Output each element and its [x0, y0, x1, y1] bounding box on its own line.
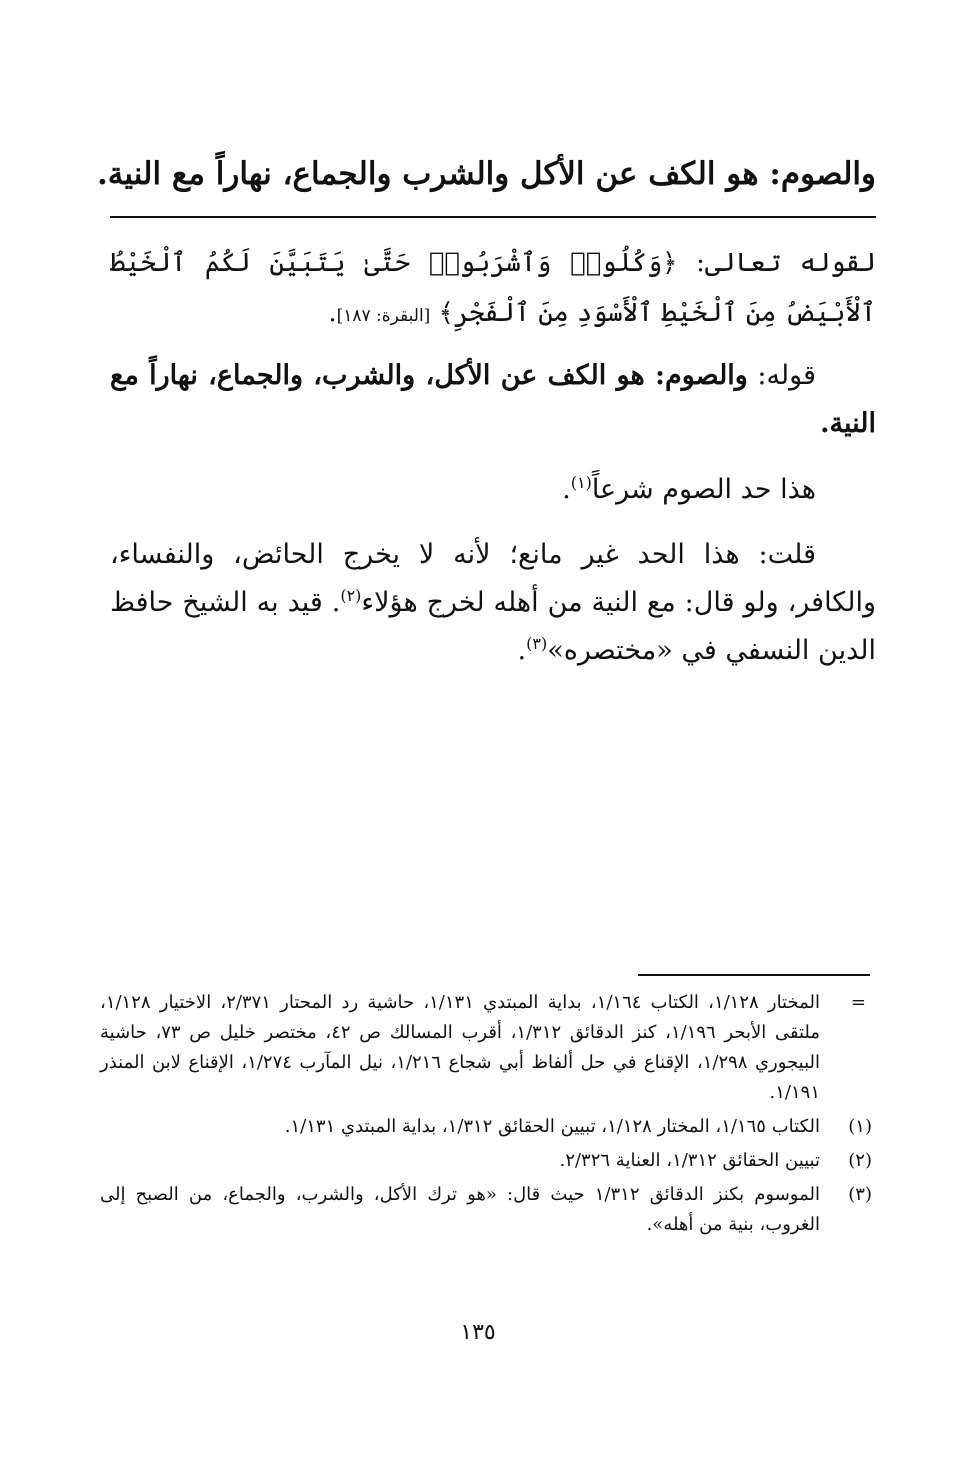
footnote-ref-1[interactable]: (١) [570, 473, 592, 492]
matn-header: والصوم: هو الكف عن الأكل والشرب والجماع، نهاراً مع النية. [96, 156, 876, 192]
page-number: ١٣٥ [460, 1320, 496, 1345]
footnote-2 [100, 1146, 876, 1176]
quote-lead: قوله: [757, 360, 816, 391]
footnote-text: تبيين الحقائق ١/٣١٢، العناية ٢/٣٢٦. [559, 1150, 820, 1171]
critique-paragraph: قلت: هذا الحد غير مانع؛ لأنه لا يخرج الحائض، والنفساء، والكافر، ولو قال: مع النية من أهله لخرج هؤلاء$^{(٢)}$. قيد به الشيخ حافظ الدين النسفي في «مختصره»$^{(٣)}$. [110, 539, 876, 666]
footnote-ref-3[interactable]: (٣) [526, 634, 548, 653]
footnote-divider [638, 974, 870, 976]
quran-verse: ﴿وَكُلُوا۟ وَٱشْرَبُوا۟ حَتَّىٰ يَتَبَيَّنَ لَكُمُ ٱلْخَيْطُ ٱلْأَبْيَضُ مِنَ ٱلْخَيْطِ ٱلْأَسْوَدِ مِنَ ٱلْفَجْرِ﴾ [110, 248, 876, 328]
footnote-number: (٣) [848, 1184, 872, 1205]
footnote-continuation [100, 988, 876, 1108]
header-divider [110, 216, 876, 218]
quoted-matn-paragraph [110, 352, 876, 448]
footnote-text: الكتاب ١/١٦٥، المختار ١/١٢٨، تبيين الحقائق ١/٣١٢، بداية المبتدي ١/١٣١. [284, 1116, 820, 1137]
footnote-number: (٢) [848, 1150, 872, 1171]
critique-text-1: قلت: هذا الحد غير مانع؛ لأنه لا يخرج الحائض، والنفساء، والكافر، ولو قال: مع النية من أهله لخرج هؤلاء [110, 539, 876, 618]
continuation-text: المختار ١/١٢٨، الكتاب ١/١٦٤، بداية المبتدي ١/١٣١، حاشية رد المحتار ٢/٣٧١، الاختيار ١/١٢٨، ملتقى الأبحر ١/١٩٦، كنز الدقائق ١/٣١٢، أقرب المسالك ص ٤٢، مختصر خليل ص ٧٣، حاشية البيجوري ١/٢٩٨، الإقناع في حل ألفاظ أبي شجاع ١/٢١٦، نيل المآرب ١/٢٧٤، الإقناع لابن المنذر ١/١٩١. [100, 992, 821, 1103]
quran-citation: لقوله تعالى: ﴿وَكُلُوا۟ وَٱشْرَبُوا۟ حَتَّىٰ يَتَبَيَّنَ لَكُمُ ٱلْخَيْطُ ٱلْأَبْيَضُ مِنَ ٱلْخَيْطِ ٱلْأَسْوَدِ مِنَ ٱلْفَجْرِ﴾ [البقرة: ١٨٧]. [110, 248, 877, 328]
critique-text-2: . قيد به الشيخ حافظ الدين النسفي في «مختصره» [110, 587, 876, 666]
footnote-number: (١) [848, 1116, 872, 1137]
footnote-1 [100, 1112, 876, 1142]
footnote-ref-2[interactable]: (٢) [340, 586, 362, 605]
footnotes-section [100, 988, 876, 1244]
quran-intro: لقوله تعالى: [696, 248, 877, 278]
continuation-marker: = [850, 992, 866, 1013]
footnote-text: الموسوم بكنز الدقائق ١/٣١٢ حيث قال: «هو ترك الأكل، والشرب، والجماع، من الصبح إلى الغروب، بنية من أهله». [100, 1184, 820, 1235]
definition-text: هذا حد الصوم شرعاً [591, 474, 816, 505]
definition-paragraph: هذا حد الصوم شرعاً$^{(١)}$. [562, 473, 816, 505]
footnote-3 [100, 1180, 876, 1240]
quote-bold-text: والصوم: هو الكف عن الأكل، والشرب، والجماع، نهاراً مع النية. [110, 360, 876, 439]
quran-reference: [البقرة: ١٨٧] [336, 306, 431, 326]
